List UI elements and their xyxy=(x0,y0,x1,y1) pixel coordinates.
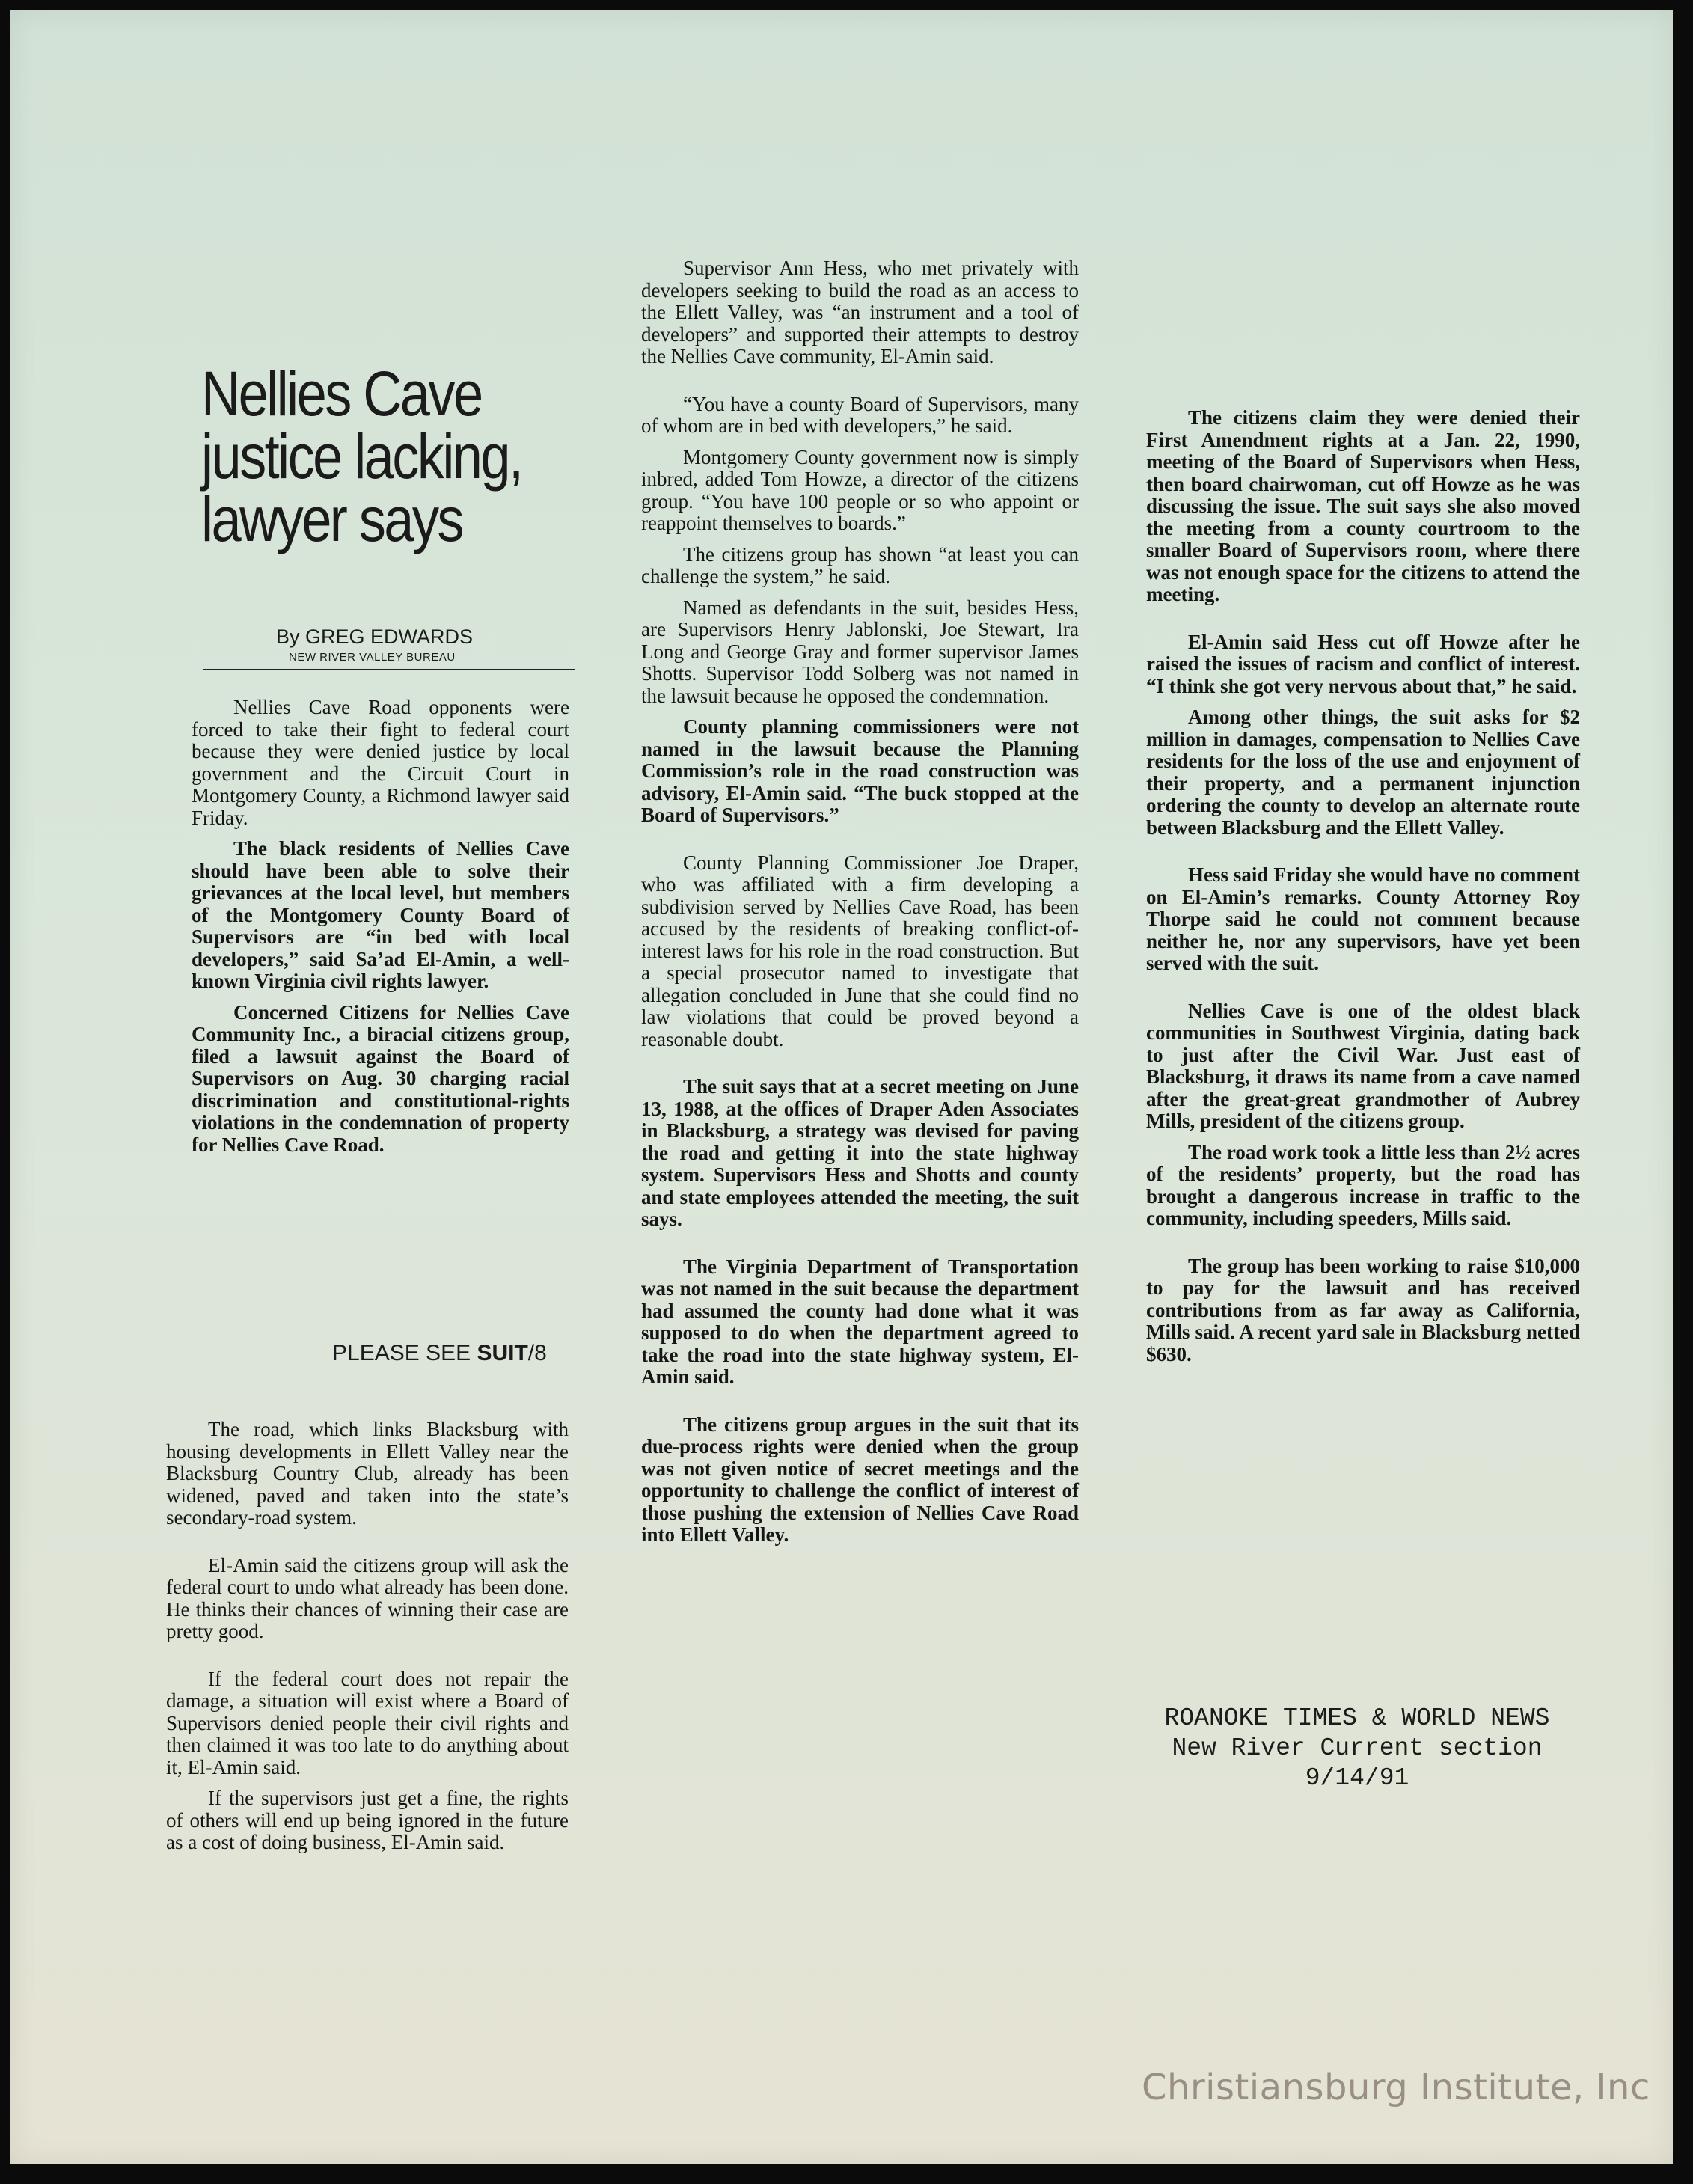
continuation-keyword: SUIT xyxy=(477,1341,528,1365)
article-paragraph: Nellies Cave Road opponents were forced to take their fight to federal court because they were denied justice by local government and the Circuit Court in Montgomery County, a Richmond lawyer said Friday. xyxy=(192,696,569,829)
article-paragraph: Named as defendants in the suit, besides Hess, are Supervisors Henry Jablonski, Joe Stewart, Ira Long and George Gray and former supervisor James Shotts. Supervisor Todd Solberg was not named in the lawsuit because he opposed the condemnation. xyxy=(641,596,1079,707)
article-paragraph: Supervisor Ann Hess, who met privately with developers seeking to build the road as an access to the Ellett Valley, was “an instrument and a tool of developers” and supported their attempts to destroy the Nellies Cave community, El-Amin said. xyxy=(641,257,1079,367)
headline-line-2: justice lacking, xyxy=(201,421,522,492)
article-paragraph: Among other things, the suit asks for $2 million in damages, compensation to Nellies Cave residents for the loss of the use and enjoyment of their property, and a permanent injunction ordering the county to develop an alternate route between Blacksburg and the Ellett Valley. xyxy=(1146,706,1580,839)
byline: By GREG EDWARDS xyxy=(276,625,474,648)
byline-divider xyxy=(203,669,575,670)
headline xyxy=(201,358,522,554)
article-paragraph: Montgomery County government now is simply inbred, added Tom Howze, a director of the citizens group. “You have 100 people or so who appoint or reappoint themselves to boards.” xyxy=(641,445,1079,534)
article-paragraph: County planning commissioners were not named in the lawsuit because the Planning Commission’s role in the road construction was advisory, El-Amin said. “The buck stopped at the Board of Supervisors.” xyxy=(641,715,1079,826)
continuation-link xyxy=(332,1341,547,1366)
column-1-bottom xyxy=(166,1419,569,1863)
article-paragraph: “You have a county Board of Supervisors, many of whom are in bed with developers,” he said. xyxy=(641,392,1079,437)
column-2 xyxy=(641,257,1079,1556)
article-paragraph: The road work took a little less than 2½ acres of the residents’ property, but the road has brought a dangerous increase in traffic to the community, including speeders, Mills said. xyxy=(1146,1140,1580,1229)
column-3 xyxy=(1146,407,1580,1374)
column-1-top xyxy=(192,697,569,1165)
headline-line-3: lawyer says xyxy=(201,484,462,554)
source-section: New River Current section xyxy=(1172,1734,1543,1762)
source-publication: ROANOKE TIMES & WORLD NEWS xyxy=(1164,1704,1550,1732)
newspaper-clipping xyxy=(10,10,1673,2164)
continuation-prefix: PLEASE SEE xyxy=(332,1341,477,1365)
article-paragraph: If the federal court does not repair the damage, a situation will exist where a Board of Supervisors denied people their civil rights and then claimed it was too late to do anything about it, El-Amin said. xyxy=(166,1667,569,1778)
article-paragraph: The citizens claim they were denied their First Amendment rights at a Jan. 22, 1990, meeting of the Board of Supervisors when Hess, then board chairwoman, cut off Howze as he was discussing the issue. The suit says she also moved the meeting from a county courtroom to the smaller Board of Supervisors room, where there was not enough space for the citizens to attend the meeting. xyxy=(1146,406,1580,605)
article-paragraph: Hess said Friday she would have no comment on El-Amin’s remarks. County Attorney Roy Thorpe said he could not comment because neither he, nor any supervisors, have yet been served with the suit. xyxy=(1146,863,1580,974)
source-credit xyxy=(1148,1704,1567,1793)
article-paragraph: Concerned Citizens for Nellies Cave Community Inc., a biracial citizens group, filed a lawsuit against the Board of Supervisors on Aug. 30 charging racial discrimination and constitutional-rights violations in the condemnation of property for Nellies Cave Road. xyxy=(192,1000,569,1156)
article-paragraph: El-Amin said the citizens group will ask the federal court to undo what already has been done. He thinks their chances of winning their case are pretty good. xyxy=(166,1553,569,1642)
article-paragraph: The citizens group argues in the suit that its due-process rights were denied when the group was not given notice of secret meetings and the opportunity to challenge the conflict of interest of those pushing the extension of Nellies Cave Road into Ellett Valley. xyxy=(641,1413,1079,1546)
article-paragraph: Nellies Cave is one of the oldest black communities in Southwest Virginia, dating back to just after the Civil War. Just east of Blacksburg, it draws its name from a cave named after the great-great grandmother of Aubrey Mills, president of the citizens group. xyxy=(1146,999,1580,1132)
article-paragraph: El-Amin said Hess cut off Howze after he raised the issues of racism and conflict of interest. “I think she got very nervous about that,” he said. xyxy=(1146,630,1580,697)
watermark: Christiansburg Institute, Inc xyxy=(1142,2067,1650,2108)
continuation-page: /8 xyxy=(527,1341,547,1365)
source-date: 9/14/91 xyxy=(1305,1764,1409,1792)
headline-line-1: Nellies Cave xyxy=(201,358,482,429)
article-paragraph: The Virginia Department of Transportation was not named in the suit because the department had assumed the county had done what it was supposed to do when the department agreed to take the road into the state highway system, El-Amin said. xyxy=(641,1255,1079,1388)
article-paragraph: The black residents of Nellies Cave should have been able to solve their grievances at the local level, but members of the Montgomery County Board of Supervisors are “in bed with local developers,” said Sa’ad El-Amin, a well-known Virginia civil rights lawyer. xyxy=(192,837,569,992)
article-paragraph: If the supervisors just get a fine, the rights of others will end up being ignored in the future as a cost of doing business, El-Amin said. xyxy=(166,1787,569,1853)
article-paragraph: The suit says that at a secret meeting on June 13, 1988, at the offices of Draper Aden Associates in Blacksburg, a strategy was devised for paving the road and getting it into the state highway system. Supervisors Hess and Shotts and county and state employees attended the meeting, the suit says. xyxy=(641,1075,1079,1230)
article-paragraph: The group has been working to raise $10,000 to pay for the lawsuit and has received contributions from as far away as California, Mills said. A recent yard sale in Blacksburg netted $630. xyxy=(1146,1254,1580,1365)
article-paragraph: The citizens group has shown “at least you can challenge the system,” he said. xyxy=(641,542,1079,587)
article-paragraph: The road, which links Blacksburg with housing developments in Ellett Valley near the Blacksburg Country Club, already has been widened, paved and taken into the state’s secondary-road system. xyxy=(166,1418,569,1529)
bureau-credit: NEW RIVER VALLEY BUREAU xyxy=(289,651,456,664)
article-paragraph: County Planning Commissioner Joe Draper, who was affiliated with a firm developing a subdivision served by Nellies Cave Road, has been accused by the residents of breaking conflict-of-interest laws for his role in the road construction. But a special prosecutor named to investigate that allegation concluded in June that she could find no law violations that could be proved beyond a reasonable doubt. xyxy=(641,851,1079,1050)
